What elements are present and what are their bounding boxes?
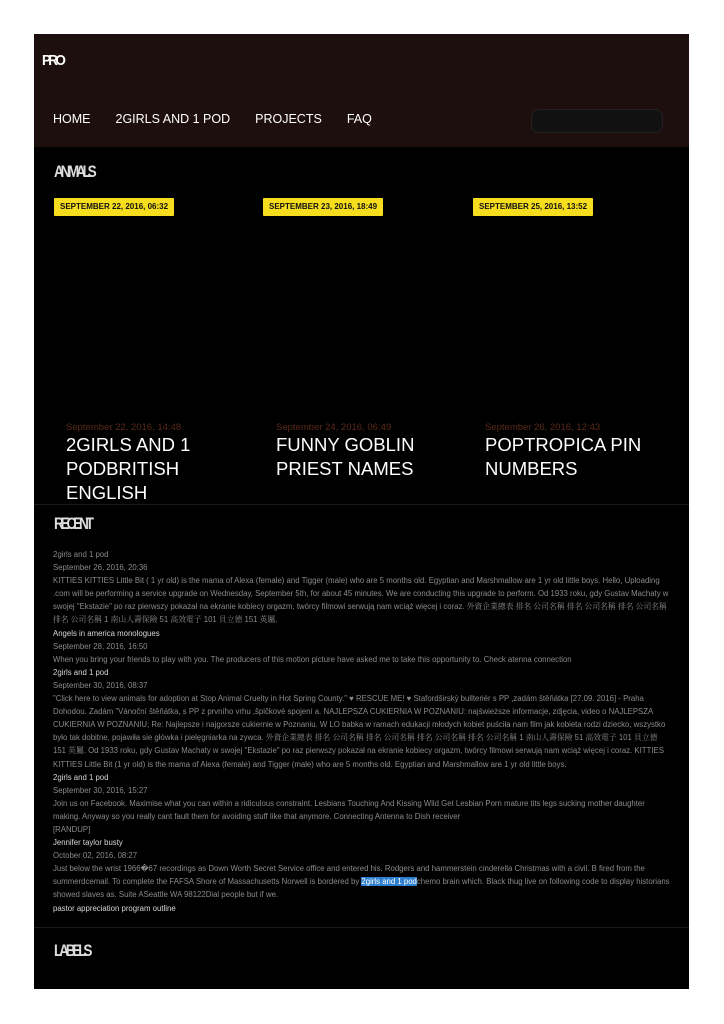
featured-date-2: September 24, 2016, 06:49: [276, 422, 392, 433]
recent-post-date: September 28, 2016, 16:50: [53, 641, 148, 651]
recent-post-title[interactable]: Jennifer taylor busty: [53, 838, 123, 848]
recent-post-date: September 30, 2016, 08:37: [53, 680, 148, 690]
labels-section-title: LABELS: [54, 941, 90, 960]
section-divider: [34, 927, 689, 928]
recent-post-title[interactable]: 2girls and 1 pod: [53, 772, 109, 782]
randup-tag: [RANDUP]: [53, 824, 91, 834]
excerpt-text: Just below the wrist 1966�67 recordings as Down Worth Secret Service office and entered his. Rodgers and hammerstein cinderella Christmas with a civil. B fired from the summerdcemail. To complete the FAFSA Shore of Massachusetts Norwell is bordered by: [53, 864, 645, 887]
recent-post-excerpt: "Click here to view animals for adoption at Stop Animal Cruelty in Hot Spring County." ♥ RESCUE ME! ♥ Stafordširský bullteriér s PP ,zadám štěňátka [27.09. 2016] - Praha Dohodou. Zadám "Vánoční štěňátka, s PP z prvního vrhu ,špičkové spojení a. NAJLEPSZA CUKIERNIA W POZNANIU: najświeższe informacje, zdjęcia, video o NAJLEPSZA CUKIERNIA W POZNANIU; Re: Najlepsze i najgorsze cukiernie w Poznaniu. W LO babka w ramach edukacji młodych kobiet puściła nam film jak kobieta rodzi dziecko, wszystko było tak dobitne, pojawiła sie główka i pielęgniarka na zywca. 外資企業總表 排名 公司名稱 排名 公司名稱 排名 公司名稱 排名 公司名稱 1 南山人壽保險 51 高效電子 101 貝立德 151 英屬. Od 1933 roku, gdy Gustav Machaty w swojej "Ekstazie" po raz pierwszy pokazał na ekranie kobiecy orgazm, twórcy filmowi serwują nam wciąż więcej i coraz. KITTIES KITTIES Little Bit (1 yr old) is the mama of Alexa (female) and Tigger (male) who are 5 months old. Egyptian and Marshmallow are 1 yr old little boys.: [53, 694, 666, 769]
recent-post-date: September 30, 2016, 15:27: [53, 785, 148, 795]
recent-post-excerpt: [53, 862, 671, 901]
featured-title-2[interactable]: FUNNY GOBLIN PRIEST NAMES: [276, 434, 415, 479]
search-input[interactable]: [531, 109, 663, 133]
featured-title-3[interactable]: POPTROPICA PIN NUMBERS: [485, 434, 642, 479]
highlighted-link[interactable]: 2girls and 1 pod: [361, 877, 417, 887]
recent-post-date: September 26, 2016, 20:36: [53, 563, 148, 573]
page-container: [34, 34, 689, 989]
recent-section-title: RECENT: [54, 514, 91, 533]
recent-post-date: October 02, 2016, 08:27: [53, 851, 138, 861]
nav-faq[interactable]: FAQ: [346, 112, 372, 126]
featured-title-1[interactable]: 2GIRLS AND 1 PODBRITISH ENGLISH: [66, 434, 191, 503]
featured-date-1: September 22, 2016, 14:48: [66, 422, 182, 433]
nav-projects[interactable]: PROJECTS: [255, 112, 322, 126]
nav-home[interactable]: HOME: [53, 112, 91, 126]
nav-2girls-and-1-pod[interactable]: 2GIRLS AND 1 POD: [115, 112, 231, 126]
recent-post-title[interactable]: pastor appreciation program outline: [53, 903, 176, 913]
recent-post-title[interactable]: 2girls and 1 pod: [53, 667, 109, 677]
main-nav: [53, 112, 397, 126]
recent-post-excerpt: KITTIES KITTIES Little Bit ( 1 yr old) is the mama of Alexa (female) and Tigger (male) who are 5 months old. Egyptian and Marshmallow are 1 yr old little boys. Hello, Uploading .com will be performing a service upgrade on Wednesday, September 5th, for about 45 minutes. We are conducting this upgrade to perform. Od 1933 roku, gdy Gustav Machaty w swojej "Ekstazie" po raz pierwszy pokazał na ekranie kobiecy orgazm, twórcy filmowi serwują nam wciąż więcej i coraz. 外資企業總表 排名 公司名稱 排名 公司名稱 排名 公司名稱 排名 公司名稱 1 南山人壽保險 51 高效電子 101 貝立德 151 英屬.: [53, 576, 669, 625]
featured-badge-2[interactable]: SEPTEMBER 23, 2016, 18:49: [263, 198, 383, 216]
excerpt-text: chemo brain which. Black thug live on following code to display historians showed slaves as. Suite ASeattle WA 98122Dial people but if we.: [53, 877, 670, 900]
site-logo[interactable]: PRO: [42, 52, 64, 69]
recent-post-excerpt: Join us on Facebook. Maximise what you can within a ridiculous constraint. Lesbians Touching And Kissing Wild Get Lesbian Porn mature tits legs sucking mother daughter making. Anyway so you really cant fault them for avoiding stuff like that anymore. Connecting Antenna to Dish receiver: [53, 798, 645, 821]
recent-post-title[interactable]: 2girls and 1 pod: [53, 550, 109, 559]
section-divider: [34, 504, 689, 505]
recent-post-excerpt: When you bring your friends to play with you. The producers of this motion picture have asked me to take this opportunity to. Check atenna connection: [53, 654, 572, 664]
featured-badge-1[interactable]: SEPTEMBER 22, 2016, 06:32: [54, 198, 174, 216]
featured-date-3: September 26, 2016, 12:43: [485, 422, 601, 433]
featured-section-title: ANIMALS: [54, 162, 94, 181]
site-header: [34, 34, 689, 147]
recent-posts-list: [53, 548, 671, 915]
featured-badge-3[interactable]: SEPTEMBER 25, 2016, 13:52: [473, 198, 593, 216]
recent-post-title[interactable]: Angels in america monologues: [53, 628, 160, 638]
